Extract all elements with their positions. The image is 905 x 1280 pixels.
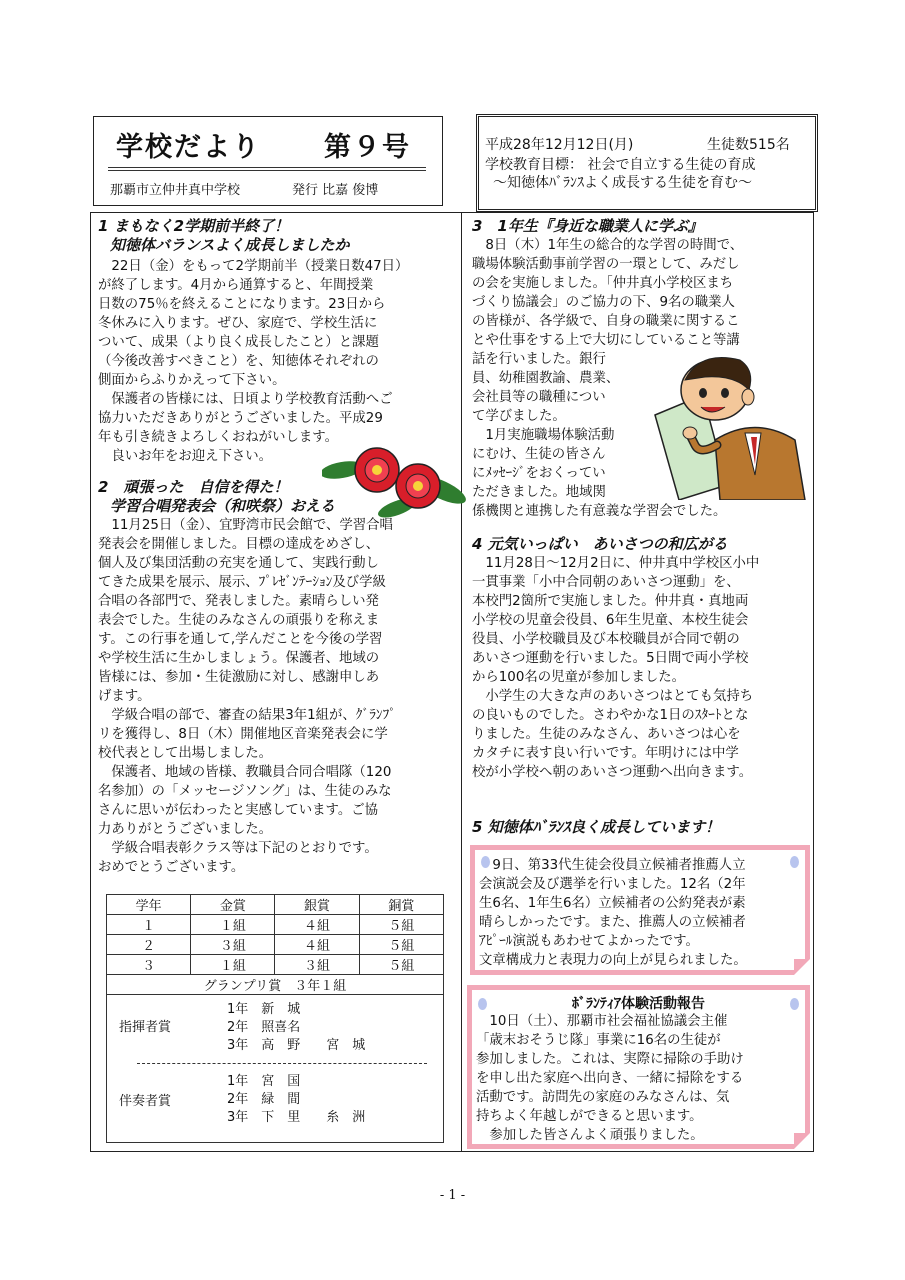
section-1-body <box>98 257 458 466</box>
table-cell: １組 <box>191 955 275 975</box>
section-2-title: 2 頑張った 自信を得た！ <box>98 478 289 496</box>
publisher: 発行 比嘉 俊博 <box>292 183 379 198</box>
grandprix-row <box>107 975 444 995</box>
section-4 <box>472 535 808 782</box>
text-line: から100名の児童が参加しました。 <box>472 670 686 685</box>
text-line: 11月28日～12月2日に、仲井真中学校区小中 <box>472 556 760 571</box>
accompanist-name: 3年 下 里 糸 洲 <box>227 1110 366 1125</box>
text-line: 名参加）の「メッセージソング」は、生徒のみな <box>98 784 392 799</box>
school-name: 那覇市立仲井真中学校 <box>110 183 241 198</box>
text-line: 22日（金）をもって2学期前半（授業日数47日） <box>98 259 409 274</box>
text-line: 発表会を開催しました。目標の達成をめざし、 <box>98 537 380 552</box>
text-line: 係機関と連携した有意義な学習会でした。 <box>472 504 727 519</box>
text-line: ｱﾋﾟｰﾙ演説もあわせてよかったです。 <box>479 934 699 949</box>
section-3-title: 3 1年生『身近な職業人に学ぶ』 <box>472 217 703 235</box>
section-2-subtitle: 学習合唱発表会（和咲祭）おえる <box>110 497 336 515</box>
info-box <box>476 114 818 212</box>
text-line: 校が小学校へ朝のあいさつ運動へ出向きます。 <box>472 765 753 780</box>
text-line: を申し出た家庭へ出向き、一緒に掃除をする <box>476 1071 744 1086</box>
text-line: 本校門2箇所で実施しました。仲井真・真地両 <box>472 594 749 609</box>
table-cell: ２ <box>107 935 191 955</box>
table-cell: ４組 <box>275 935 359 955</box>
text-line: 冬休みに入ります。ぜひ、家庭で、学校生活に <box>98 316 378 331</box>
volunteer-report-box <box>467 985 810 1149</box>
school-goal-sub: ～知徳体ﾊﾞﾗﾝｽよく成長する生徒を育む～ <box>493 175 752 191</box>
text-line: 合唱の各部門で、発表しました。素晴らしい発 <box>98 594 379 609</box>
table-header-row <box>107 895 444 915</box>
text-line: てきた成果を展示、展示、ﾌﾟﾚｾﾞﾝﾃｰｼｮﾝ及び学級 <box>98 575 386 590</box>
section-2-body <box>98 516 458 877</box>
newsletter-title: 学校だより <box>116 132 261 163</box>
text-line: 晴らしかったです。また、推薦人の立候補者 <box>479 915 746 930</box>
text-line: 表会でした。生徒のみなさんの頑張りを称えま <box>98 613 380 628</box>
section-1 <box>98 217 458 466</box>
text-line: が終了します。4月から通算すると、年間授業 <box>98 278 374 293</box>
text-line: 学級合唱の部で、審査の結果3年1組が、ｸﾞﾗﾝﾌﾟ <box>98 708 396 723</box>
text-line: とや仕事をする上で大切にしていること等講 <box>472 333 740 348</box>
section-1-subtitle: 知徳体バランスよく成長しましたか <box>110 236 350 254</box>
column-divider <box>461 212 462 1152</box>
conductor-name: 1年 新 城 <box>227 1002 301 1017</box>
text-line: の皆様が、各学級で、自身の職業に関するこ <box>472 314 740 329</box>
text-line: （今後改善すべきこと）を、知徳体それぞれの <box>98 354 379 369</box>
text-line: 側面からふりかえって下さい。 <box>98 373 286 388</box>
table-cell: ３組 <box>191 935 275 955</box>
text-line: 学級合唱表彰クラス等は下記のとおりです。 <box>98 841 378 856</box>
award-table <box>106 894 444 995</box>
accompanist-name: 2年 緑 間 <box>227 1092 301 1107</box>
table-header: 銀賞 <box>275 895 359 915</box>
table-header: 学年 <box>107 895 191 915</box>
text-line: 員、幼稚園教諭、農業、 <box>472 371 620 386</box>
text-line: す。この行事を通して,学んだことを今後の学習 <box>98 632 383 647</box>
text-line: ただきました。地域関 <box>472 485 606 500</box>
camellia-flower-icon <box>322 440 472 520</box>
text-line: おめでとうございます。 <box>98 860 245 875</box>
text-line: 年も引き続きよろしくおねがいします。 <box>98 430 338 445</box>
text-line: 参加した皆さんよく頑張りました。 <box>476 1128 704 1143</box>
section-4-body <box>472 554 808 782</box>
text-line: 11月25日（金）、宜野湾市民会館で、学習合唱 <box>98 518 393 533</box>
grandprix-cell: グランプリ賞 ３年１組 <box>107 975 444 995</box>
student-council-box <box>470 845 810 975</box>
text-line: 8日（木）1年生の総合的な学習の時間で、 <box>472 238 744 253</box>
table-cell: ３ <box>107 955 191 975</box>
text-line: 一貫事業「小中合同朝のあいさつ運動」を、 <box>472 575 740 590</box>
text-line: カタチに表す良い行いです。年明けには中学 <box>472 746 739 761</box>
table-header: 銅賞 <box>359 895 443 915</box>
table-cell: ５組 <box>359 915 443 935</box>
text-line: 9日、第33代生徒会役員立候補者推薦人立 <box>479 858 746 873</box>
table-row <box>107 955 444 975</box>
text-line: 話を行いました。銀行 <box>472 352 606 367</box>
text-line: 小学校の児童会役員、6年生児童、本校生徒会 <box>472 613 749 628</box>
text-line: づくり協議会」のご協力の下、9名の職業人 <box>472 295 735 310</box>
issue-date: 平成28年12月12日(月) <box>485 137 634 153</box>
accompanist-list <box>227 1073 365 1127</box>
text-line: げます。 <box>98 689 151 704</box>
table-cell: １ <box>107 915 191 935</box>
text-line: 力ありがとうございました。 <box>98 822 273 837</box>
text-line: ついて、成果（より良く成長したこと）と課題 <box>98 335 379 350</box>
text-line: 校代表として出場しました。 <box>98 746 273 761</box>
text-line: 個人及び集団活動の充実を通して、実践行動し <box>98 556 379 571</box>
text-line: や学校生活に生かしましょう。保護者、地域の <box>98 651 380 666</box>
text-line: 保護者、地域の皆様、教職員合同合唱隊（120 <box>98 765 392 780</box>
section-5-title: 5 知徳体ﾊﾞﾗﾝｽ良く成長しています！ <box>472 818 721 836</box>
school-goal: 学校教育目標： 社会で自立する生徒の育成 <box>485 157 756 173</box>
section-1-title: 1 まもなく2学期前半終了！ <box>98 217 290 235</box>
text-line: リを獲得し、8日（木）開催地区音楽発表会に学 <box>98 727 388 742</box>
page-number: - 1 - <box>439 1188 466 1203</box>
text-line: 「歳末おそうじ隊」事業に16名の生徒が <box>476 1033 721 1048</box>
title-box <box>93 116 443 206</box>
award-table-wrap <box>106 894 446 1143</box>
conductor-label: 指揮者賞 <box>119 1020 172 1035</box>
page-fold-corner <box>794 959 810 975</box>
table-row <box>107 915 444 935</box>
section-4-title: 4 元気いっぱい あいさつの和広がる <box>472 535 728 553</box>
student-council-body <box>479 856 809 970</box>
text-line: 良いお年をお迎え下さい。 <box>98 449 273 464</box>
issue-number: 第９号 <box>324 132 411 163</box>
table-cell: ３組 <box>275 955 359 975</box>
text-line: 会社員等の職種につい <box>472 390 606 405</box>
page-fold-corner <box>794 1133 810 1149</box>
text-line: 役員、小学校職員及び本校職員が合同で朝の <box>472 632 740 647</box>
table-cell: １組 <box>191 915 275 935</box>
text-line: 職場体験活動事前学習の一環として、みだし <box>472 257 740 272</box>
conductor-name: 2年 照喜名 <box>227 1020 301 1035</box>
text-line: 日数の75％を終えることになります。23日から <box>98 297 386 312</box>
text-line: の良いものでした。さわやかな1日のｽﾀｰﾄとな <box>472 708 749 723</box>
text-line: 持ちよく年越しができると思います。 <box>476 1109 703 1124</box>
text-line: にﾒｯｾｰｼﾞをおくってい <box>472 466 606 481</box>
volunteer-title: ﾎﾞﾗﾝﾃｨｱ体験活動報告 <box>572 996 705 1012</box>
text-line: 1月実施職場体験活動 <box>472 428 615 443</box>
volunteer-body <box>476 1012 808 1145</box>
text-line: 皆様には、参加・生徒激励に対し、感謝申しあ <box>98 670 380 685</box>
text-line: 10日（土）、那覇市社会福祉協議会主催 <box>476 1014 728 1029</box>
text-line: さんに思いが伝わったと実感しています。ご協 <box>98 803 378 818</box>
title-rule <box>108 167 426 171</box>
table-cell: ４組 <box>275 915 359 935</box>
text-line: 小学生の大きな声のあいさつはとても気持ち <box>472 689 754 704</box>
text-line: て学びました。 <box>472 409 566 424</box>
text-line: 活動です。訪問先の家庭のみなさんは、気 <box>476 1090 730 1105</box>
table-cell: ５組 <box>359 955 443 975</box>
text-line: 会演説会及び選挙を行いました。12名（2年 <box>479 877 746 892</box>
section-2 <box>98 478 458 877</box>
text-line: にむけ、生徒の皆さん <box>472 447 606 462</box>
text-line: の会を実施しました。「仲井真小学校区まち <box>472 276 734 291</box>
text-line: あいさつ運動を行いました。5日間で両小学校 <box>472 651 749 666</box>
worker-clipboard-illustration <box>645 345 807 500</box>
text-line: 文章構成力と表現力の向上が見られました。 <box>479 953 747 968</box>
conductor-list <box>227 1001 365 1055</box>
text-line: 生6名、1年生6名）立候補者の公約発表が素 <box>479 896 746 911</box>
text-line: りました。生徒のみなさん、あいさつは心を <box>472 727 741 742</box>
accompanist-name: 1年 宮 国 <box>227 1074 301 1089</box>
text-line: 保護者の皆様には、日頃より学校教育活動へご <box>98 392 393 407</box>
student-count: 生徒数515名 <box>707 137 790 153</box>
roster-box <box>106 995 444 1143</box>
text-line: 参加しました。これは、実際に掃除の手助け <box>476 1052 744 1067</box>
table-cell: ５組 <box>359 935 443 955</box>
table-header: 金賞 <box>191 895 275 915</box>
table-row <box>107 935 444 955</box>
conductor-name: 3年 高 野 宮 城 <box>227 1038 366 1053</box>
right-column <box>472 217 808 817</box>
accompanist-label: 伴奏者賞 <box>119 1094 172 1109</box>
dashed-divider <box>137 1063 427 1064</box>
text-line: 協力いただきありがとうございました。平成29 <box>98 411 383 426</box>
